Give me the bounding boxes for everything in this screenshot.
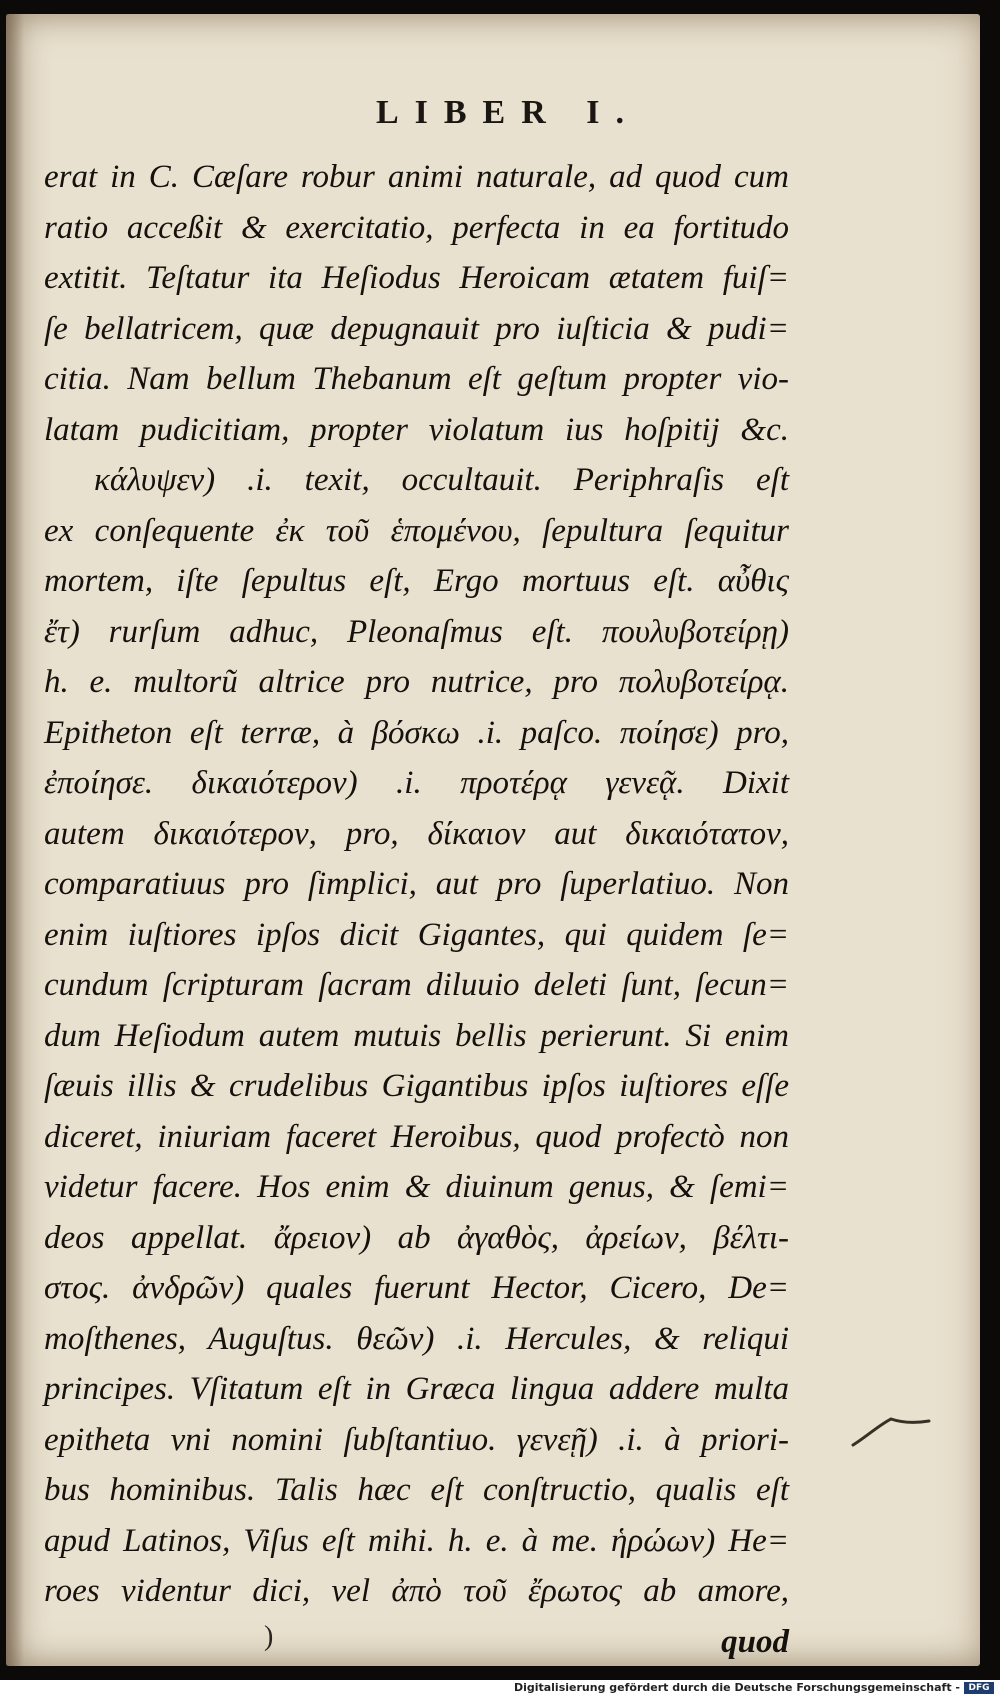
margin-pen-mark [851, 1409, 931, 1449]
text-line: ex conſequente ἐκ τοῦ ἑπομένου, ſepultura ſequitur [44, 512, 789, 549]
text-line: deos appellat. ἄρειον) ab ἀγαθὸς, ἀρείων, βέλτι- [44, 1219, 789, 1256]
text-line: epitheta vni nomini ſubſtantiuo. γενεῇ) .i. à priori- [44, 1421, 789, 1458]
text-line: mortem, iſte ſepultus eſt, Ergo mortuus eſt. αὖθις [44, 563, 789, 599]
text-block [44, 152, 789, 1667]
text-line: ἐποίησε. δικαιότερον) .i. προτέρᾳ γενεᾷ. Dixit [44, 765, 789, 801]
text-line: latam pudicitiam, propter violatum ius hoſpitij &c. [44, 411, 789, 448]
text-line: dum Heſiodum autem mutuis bellis perierunt. Si enim [44, 1017, 789, 1054]
text-line: στος. ἀνδρῶν) quales fuerunt Hector, Cicero, De= [44, 1270, 789, 1306]
text-line: enim iuſtiores ipſos dicit Gigantes, qui quidem ſe= [44, 916, 789, 953]
text-line: roes videntur dici, vel ἀπὸ τοῦ ἔρωτος ab amore, [44, 1573, 789, 1609]
text-line: κάλυψεν) .i. texit, occultauit. Periphraſis eſt [94, 462, 789, 498]
foot-mark: ) [264, 1621, 274, 1652]
text-line: ſe bellatricem, quæ depugnauit pro iuſticia & pudi= [44, 310, 789, 347]
book-page [6, 14, 980, 1666]
text-line: comparatiuus pro ſimplici, aut pro ſuperlatiuo. Non [44, 866, 789, 902]
text-line: erat in C. Cæſare robur animi naturale, ad quod cum [44, 159, 789, 195]
text-line: autem δικαιότερον, pro, δίκαιον aut δικαιότατον, [44, 815, 789, 852]
text-line: ratio acceßit & exercitatio, perfecta in ea fortitudo [44, 209, 789, 246]
text-line: ἔτ) rurſum adhuc, Pleonaſmus eſt. πουλυβοτείρῃ) [44, 613, 789, 650]
text-line: bus hominibus. Talis hæc eſt conſtructio, qualis eſt [44, 1472, 789, 1508]
running-head: LIBER I. [375, 94, 641, 131]
text-line: extitit. Teſtatur ita Heſiodus Heroicam ætatem fuiſ= [44, 260, 789, 296]
text-line: cundum ſcripturam ſacram diluuio deleti ſunt, ſecun= [44, 967, 789, 1003]
dfg-logo: DFG [964, 1682, 994, 1694]
catchword: quod [721, 1623, 789, 1660]
text-line: videtur facere. Hos enim & diuinum genus, & ſemi= [44, 1169, 789, 1205]
text-line: ſæuis illis & crudelibus Gigantibus ipſos iuſtiores eſſe [44, 1068, 789, 1104]
text-line: diceret, iniuriam faceret Heroibus, quod profectò non [44, 1118, 789, 1155]
text-line: Epitheton eſt terræ, à βόσκω .i. paſco. ποίησε) pro, [44, 714, 789, 751]
text-line: h. e. multorũ altrice pro nutrice, pro πολυβοτείρᾳ. [44, 664, 789, 700]
text-line: citia. Nam bellum Thebanum eſt geſtum propter vio- [44, 361, 789, 397]
text-line: apud Latinos, Viſus eſt mihi. h. e. à me. ἡρώων) He= [44, 1522, 789, 1559]
banner-text: Digitalisierung gefördert durch die Deutsche Forschungsgemeinschaft - [513, 1681, 960, 1694]
text-line: moſthenes, Auguſtus. θεῶν) .i. Hercules, & reliqui [44, 1320, 789, 1357]
text-line: principes. Vſitatum eſt in Græca lingua addere multa [44, 1371, 789, 1407]
digitization-banner [0, 1680, 1000, 1697]
